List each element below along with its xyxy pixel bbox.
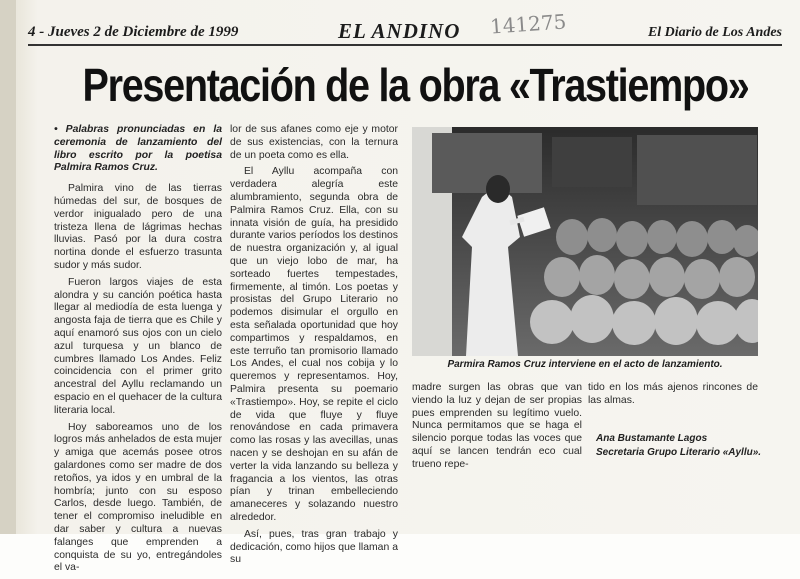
signature-name: Ana Bustamante Lagos xyxy=(596,433,708,444)
masthead-subtitle: El Diario de Los Andes xyxy=(647,25,782,40)
scan-edge xyxy=(0,0,16,534)
paragraph: El Ayllu acompaña con verdadera alegría este alumbramiento, segunda obra de Palmira Ramos Cruz. Ella, con su innata visión de guía, ha presidido durante varios períodos los destinos de nuestra organización y, al igual que un viejo lobo de mar, ha sorteado fuertes tempestades, firmemente, al timón. Los poetas y prosistas del Grupo Literario no podemos disimular el orgullo en esta señalada oportunidad que hoy compartimos y respaldamos, en este terruño tan promisorio llamado Los Andes, el cual nos cobija y lo queremos y representamos. Hoy, Palmira presenta su poemario «Trastiempo». Hoy, se repite el ciclo de vida que fluye y fluye renovándose en cada primavera como las rosas y las avecillas, unas nacen y se deshojan en su afán de verter la vida lanzando su belleza y fragancia a los vientos, las otras pían y trinan embelleciendo amaneceres y solazando nuestro alrededor. xyxy=(230,166,398,523)
photo-illustration xyxy=(412,127,758,356)
paragraph: lor de sus afanes como eje y motor de sus existencias, con la ternura de un poeta como es ella. xyxy=(230,124,398,161)
masthead-paper-name: EL ANDINO xyxy=(338,19,461,43)
signature xyxy=(596,432,761,460)
photo-caption: Parmira Ramos Cruz interviene en el acto de lanzamiento. xyxy=(447,359,723,370)
event-photo xyxy=(412,127,758,356)
masthead-date: 4 - Jueves 2 de Diciembre de 1999 xyxy=(28,24,239,40)
paragraph: Palmira vino de las tierras húmedas del sur, de bosques de verdor inigualado pero de una tristeza llena de lágrimas hechas lluvias. Pasó por la dura costra nortina donde el esfuerzo trasunta sudor y más sudor. xyxy=(54,183,222,271)
signature-role: Secretaria Grupo Literario «Ayllu». xyxy=(596,447,762,458)
article-column-1 xyxy=(54,124,222,579)
article-lede: • Palabras pronunciadas en la ceremonia de lanzamiento del libro escrito por la poetisa Palmira Ramos Cruz. xyxy=(54,124,222,174)
paragraph: Hoy saboreamos uno de los logros más anhelados de esta mujer y amiga que acemás posee otros galardones como ser madre de dos retoños, ya idos y en umbral de la hombría; junto con su esposo Carlos, desde luego. También, de tener el compromiso ineludible en dar saber y cultura a nuevas falanges que emprenden a conquista de su yo, entregándoles el va- xyxy=(54,421,222,574)
paragraph: Fueron largos viajes de esta alondra y su canción poética hasta llegar al mediodía de esta luenga y angosta faja de tierra que es Chile y aquí enamoró sus ojos con un cielo azul turquesa y un blanco de cumbres llamado Los Andes. Feliz coincidencia con el primer grito ancestral del Ayllu reclamando un espacio en el quehacer de la cultura literaria local. xyxy=(54,276,222,416)
article-column-4: tido en los más ajenos rincones de las almas. xyxy=(588,382,758,406)
paragraph: Así, pues, tras gran trabajo y dedicación, como hijos que llaman a su xyxy=(230,528,398,566)
article-column-3: madre surgen las obras que van viendo la luz y dejan de ser propias pues emprenden su legítimo vuelo. Nunca permitamos que se haga el silencio porque todas las voces que aquí se lancen tendrán eco cual trueno repe- xyxy=(412,382,582,470)
headline: Presentación de la obra «Trastiempo» xyxy=(82,59,749,111)
masthead xyxy=(28,9,782,44)
masthead-rule xyxy=(28,44,782,46)
article-column-2 xyxy=(230,124,398,571)
handwritten-number: 141275 xyxy=(489,9,568,39)
